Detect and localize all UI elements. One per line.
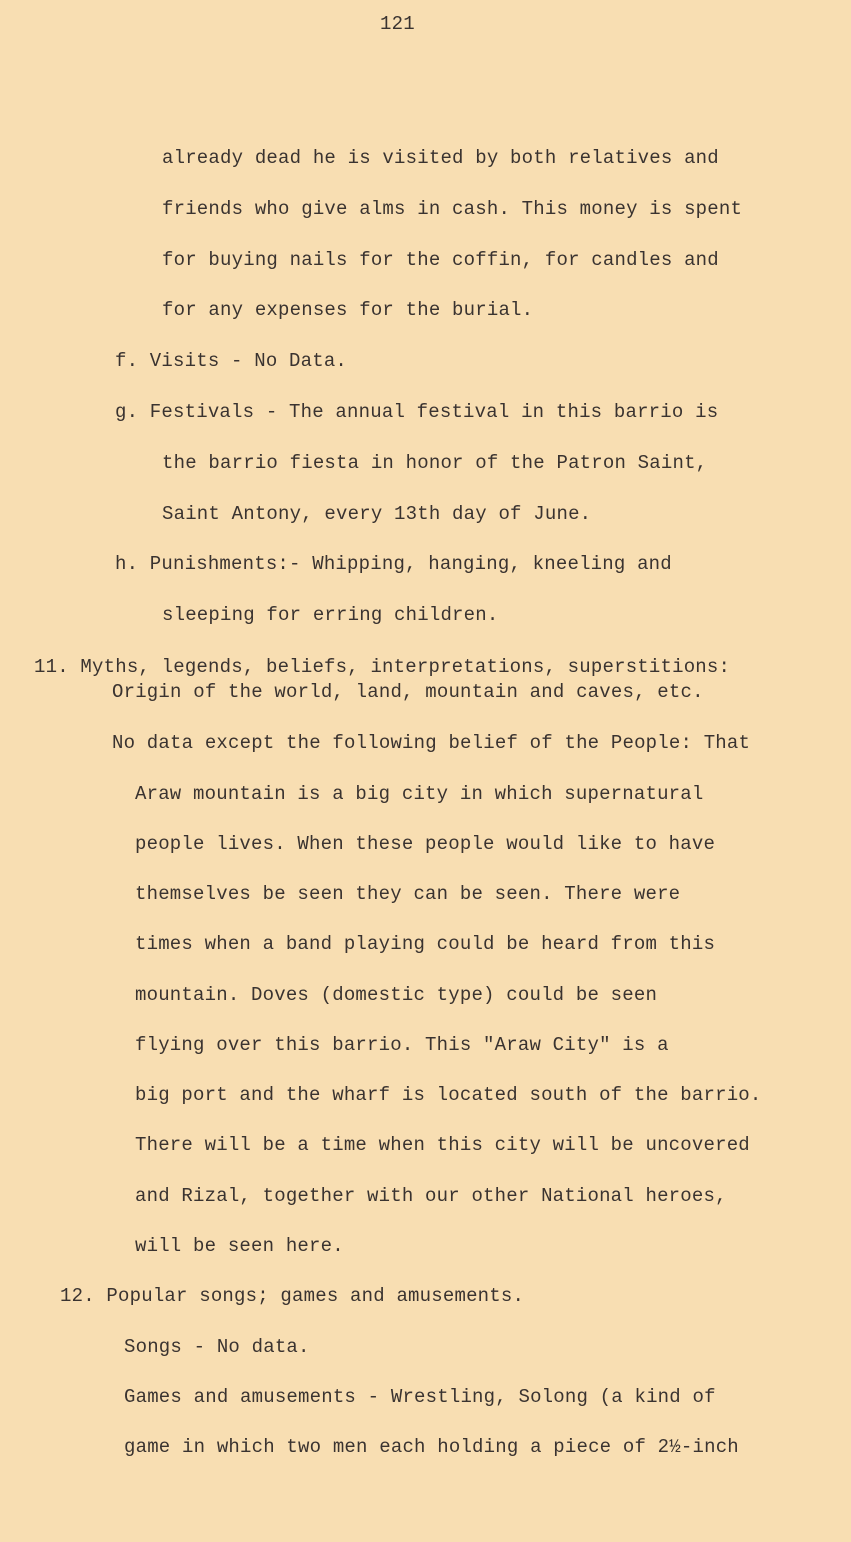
text-line: flying over this barrio. This "Araw City" is a [135, 1034, 669, 1056]
text-line-item-g: g. Festivals - The annual festival in this barrio is [115, 401, 719, 423]
text-line: will be seen here. [135, 1235, 344, 1257]
text-line: friends who give alms in cash. This money is spent [162, 198, 743, 220]
text-line: There will be a time when this city will be uncovered [135, 1134, 750, 1156]
text-line-item-h: h. Punishments:- Whipping, hanging, kneeling and [115, 553, 672, 575]
text-line: themselves be seen they can be seen. There were [135, 883, 681, 905]
text-line-item-f: f. Visits - No Data. [115, 350, 348, 372]
page-number: 121 [380, 13, 415, 35]
text-line: the barrio fiesta in honor of the Patron Saint, [162, 452, 708, 474]
text-line: big port and the wharf is located south of the barrio. [135, 1084, 762, 1106]
text-line: for any expenses for the burial. [162, 299, 534, 321]
text-line: already dead he is visited by both relatives and [162, 147, 719, 169]
text-line: game in which two men each holding a piece of 2½-inch [124, 1436, 739, 1458]
text-line: and Rizal, together with our other National heroes, [135, 1185, 727, 1207]
text-line: times when a band playing could be heard from this [135, 933, 716, 955]
text-line: mountain. Doves (domestic type) could be seen [135, 984, 658, 1006]
text-line: people lives. When these people would like to have [135, 833, 716, 855]
text-line: Songs - No data. [124, 1336, 310, 1358]
section-11-subheading: Origin of the world, land, mountain and caves, etc. [112, 681, 704, 703]
section-12-heading: 12. Popular songs; games and amusements. [60, 1285, 525, 1307]
section-11-heading: 11. Myths, legends, beliefs, interpretations, superstitions: [34, 656, 731, 678]
text-line: Araw mountain is a big city in which supernatural [135, 783, 704, 805]
text-line: No data except the following belief of the People: That [112, 732, 751, 754]
text-line: Games and amusements - Wrestling, Solong (a kind of [124, 1386, 716, 1408]
text-line: Saint Antony, every 13th day of June. [162, 503, 592, 525]
text-line: sleeping for erring children. [162, 604, 499, 626]
text-line: for buying nails for the coffin, for candles and [162, 249, 719, 271]
